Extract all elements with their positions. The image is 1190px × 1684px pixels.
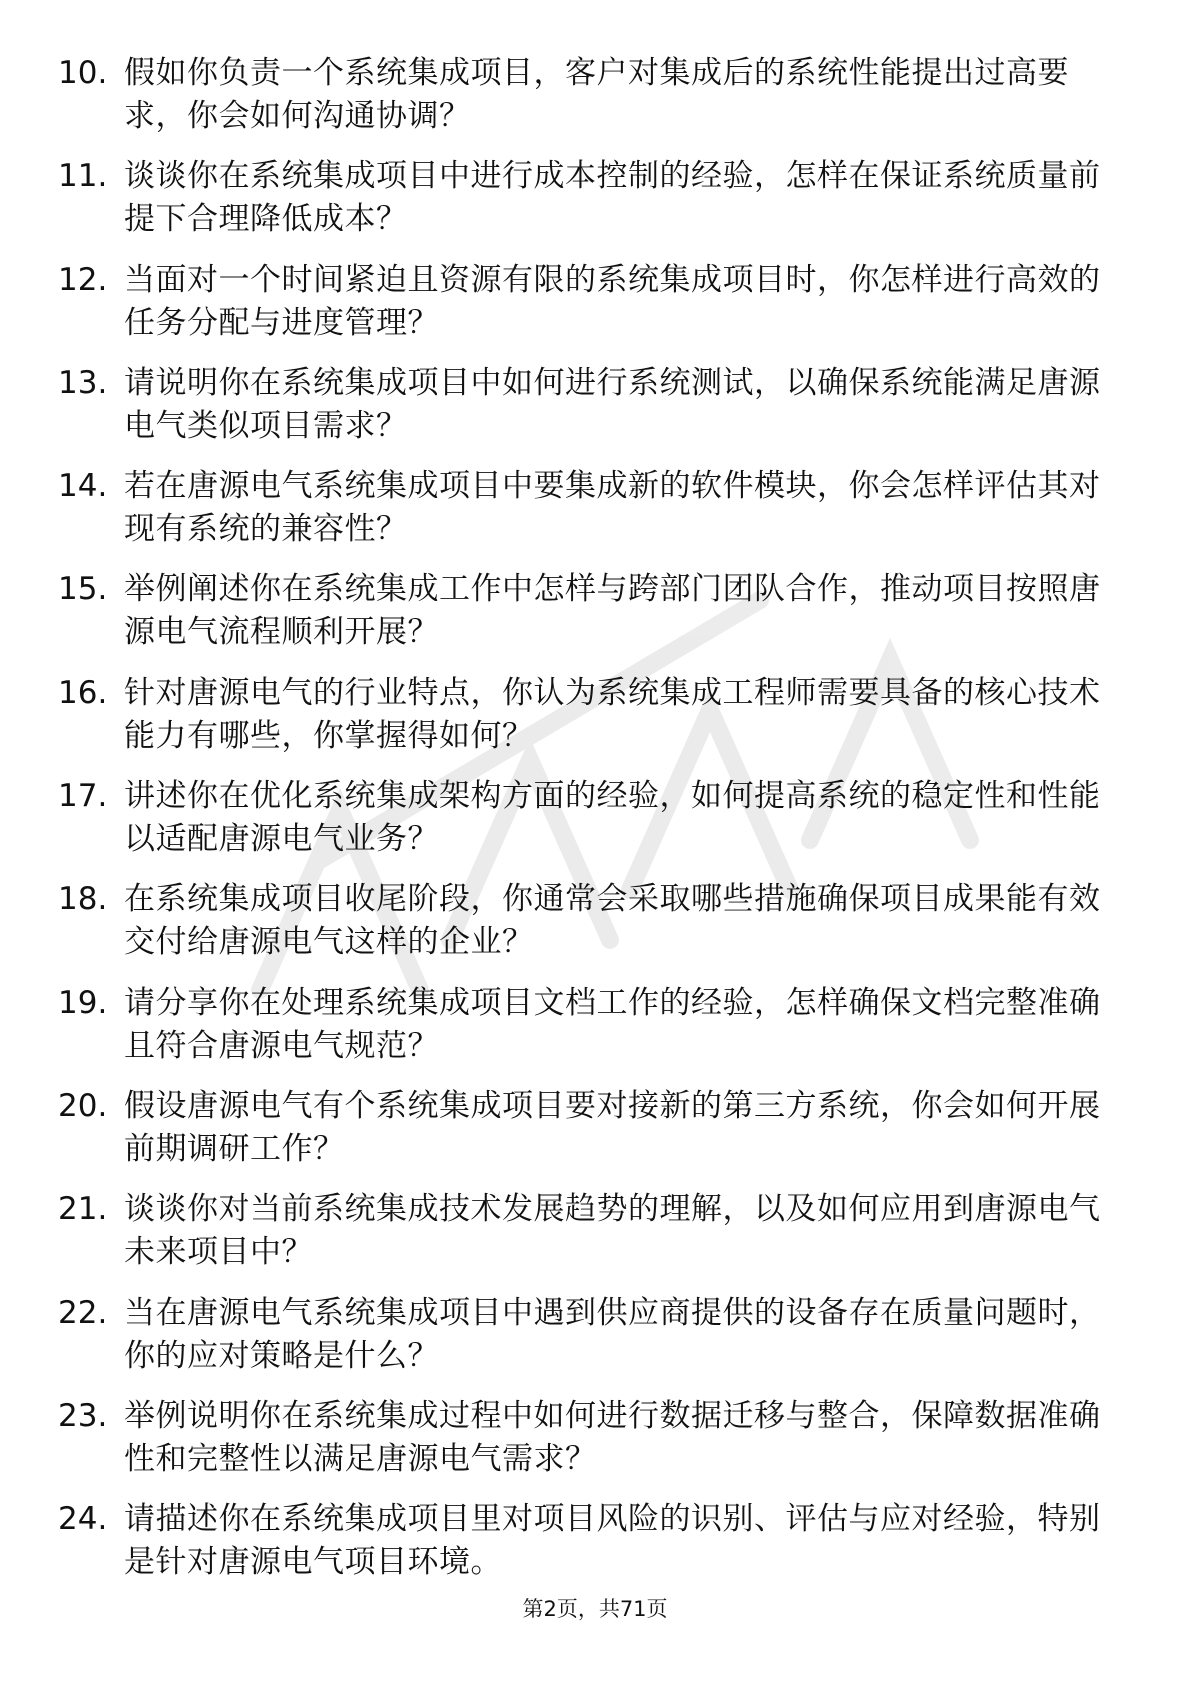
page-number-footer: 第2页，共71页 (522, 1597, 668, 1621)
list-item (58, 465, 1118, 568)
list-item (58, 878, 1118, 981)
question-text: 若在唐源电气系统集成项目中要集成新的软件模块，你会怎样评估其对现有系统的兼容性？ (124, 468, 1101, 548)
list-item (58, 775, 1118, 878)
question-number: 18. (58, 881, 108, 918)
list-item (58, 362, 1118, 465)
question-number: 19. (58, 984, 108, 1021)
list-item (58, 1395, 1118, 1498)
list-item (58, 982, 1118, 1085)
question-number: 24. (58, 1501, 108, 1538)
list-item (58, 1188, 1118, 1291)
question-text: 针对唐源电气的行业特点，你认为系统集成工程师需要具备的核心技术能力有哪些，你掌握得如何？ (124, 674, 1101, 754)
question-text: 举例说明你在系统集成过程中如何进行数据迁移与整合，保障数据准确性和完整性以满足唐源电气需求？ (124, 1397, 1101, 1477)
question-text: 当在唐源电气系统集成项目中遇到供应商提供的设备存在质量问题时，你的应对策略是什么？ (124, 1294, 1101, 1374)
question-number: 22. (58, 1294, 108, 1331)
list-item (58, 672, 1118, 775)
question-text: 谈谈你在系统集成项目中进行成本控制的经验，怎样在保证系统质量前提下合理降低成本？ (124, 158, 1101, 238)
list-item (58, 52, 1118, 155)
question-number: 23. (58, 1397, 108, 1434)
question-number: 21. (58, 1191, 108, 1228)
list-item (58, 1085, 1118, 1188)
list-item (58, 259, 1118, 362)
question-number: 14. (58, 468, 108, 505)
question-number: 20. (58, 1087, 108, 1124)
question-number: 17. (58, 778, 108, 815)
question-number: 12. (58, 261, 108, 298)
question-list (58, 52, 1118, 1601)
question-text: 请说明你在系统集成项目中如何进行系统测试，以确保系统能满足唐源电气类似项目需求？ (124, 364, 1101, 444)
question-text: 谈谈你对当前系统集成技术发展趋势的理解，以及如何应用到唐源电气未来项目中？ (124, 1191, 1101, 1271)
list-item (58, 1292, 1118, 1395)
question-text: 请描述你在系统集成项目里对项目风险的识别、评估与应对经验，特别是针对唐源电气项目环境。 (124, 1501, 1101, 1581)
question-text: 在系统集成项目收尾阶段，你通常会采取哪些措施确保项目成果能有效交付给唐源电气这样的企业？ (124, 881, 1101, 961)
question-number: 15. (58, 571, 108, 608)
question-text: 讲述你在优化系统集成架构方面的经验，如何提高系统的稳定性和性能以适配唐源电气业务？ (124, 778, 1101, 858)
question-text: 当面对一个时间紧迫且资源有限的系统集成项目时，你怎样进行高效的任务分配与进度管理？ (124, 261, 1101, 341)
question-text: 假如你负责一个系统集成项目，客户对集成后的系统性能提出过高要求，你会如何沟通协调？ (124, 55, 1069, 134)
question-number: 10. (58, 55, 108, 91)
list-item (58, 155, 1118, 258)
question-text: 举例阐述你在系统集成工作中怎样与跨部门团队合作，推动项目按照唐源电气流程顺利开展？ (124, 571, 1101, 651)
list-item (58, 568, 1118, 671)
question-number: 13. (58, 364, 108, 401)
question-text: 假设唐源电气有个系统集成项目要对接新的第三方系统，你会如何开展前期调研工作？ (124, 1087, 1101, 1167)
list-item (58, 1498, 1118, 1601)
question-number: 16. (58, 674, 108, 711)
question-text: 请分享你在处理系统集成项目文档工作的经验，怎样确保文档完整准确且符合唐源电气规范？ (124, 984, 1101, 1064)
question-number: 11. (58, 158, 108, 195)
